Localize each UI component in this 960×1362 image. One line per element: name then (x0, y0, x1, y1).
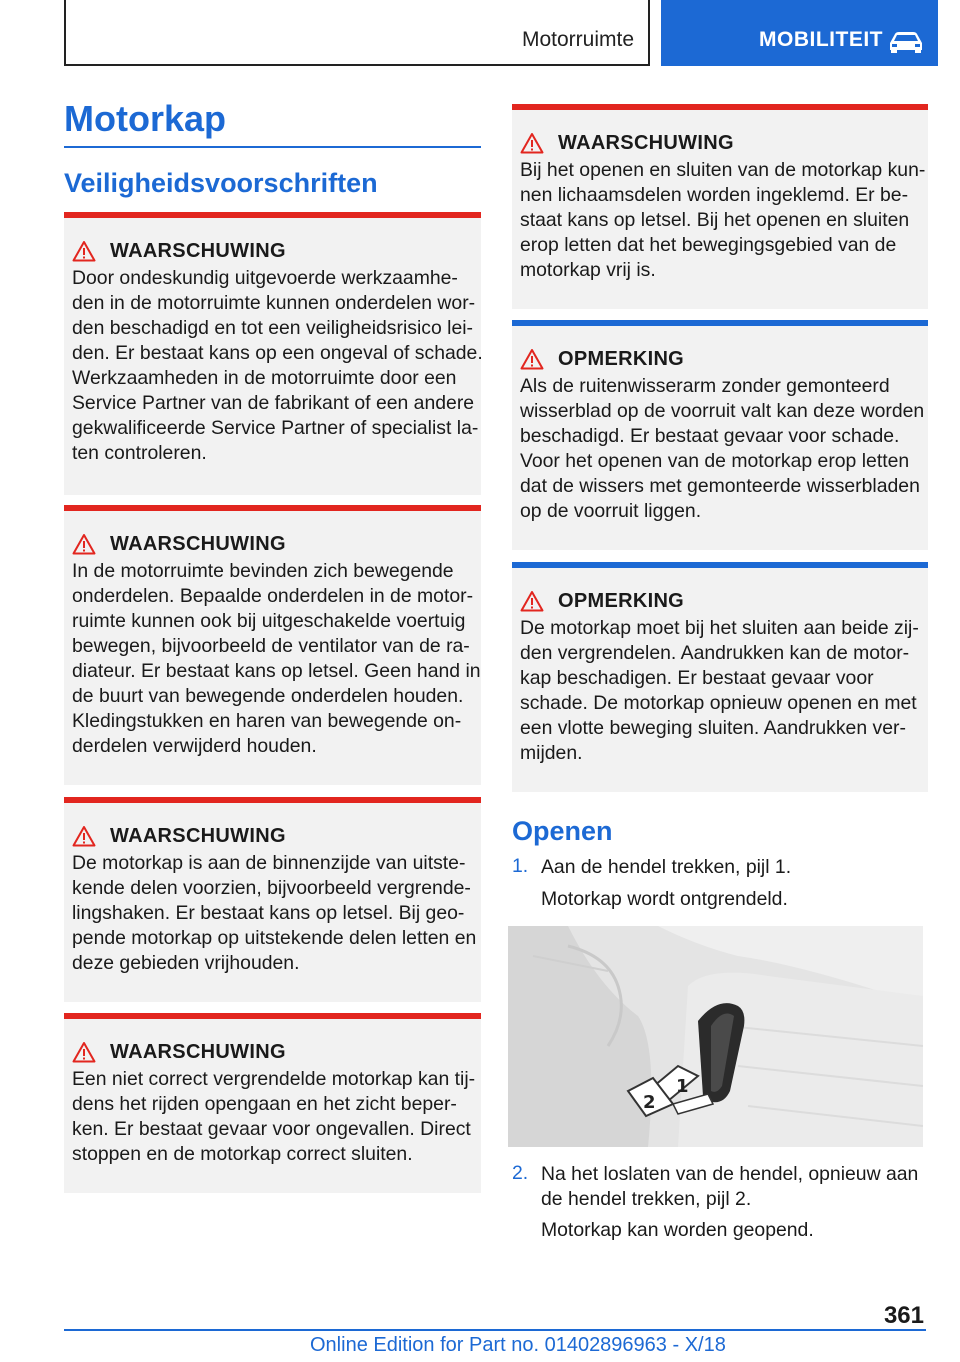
footer-edition: Online Edition for Part no. 01402896963 - X/18 (310, 1334, 726, 1356)
notice-line: pende motorkap op uitstekende delen letten en (72, 927, 477, 949)
notice-line: wisserblad op de voorruit valt kan deze worden (520, 400, 925, 422)
notice-line: deze gebieden vrijhouden. (72, 952, 300, 974)
notice-line: Door ondeskundig uitgevoerde werkzaamhe- (72, 267, 458, 289)
notice-line: Voor het openen van de motorkap erop letten (520, 450, 910, 472)
notice-line: de buurt van bewegende onderdelen houden. (72, 685, 464, 707)
notice-label: OPMERKING (558, 589, 685, 612)
notice-line: een vlotte beweging sluiten. Aandrukken ver- (520, 717, 906, 739)
warning-triangle-icon (72, 240, 96, 262)
warning-triangle-icon (520, 590, 544, 612)
warning-box (64, 1013, 481, 1193)
notice-line: kap beschadigen. Er bestaat gevaar voor (520, 667, 874, 689)
notice-line: dens het rijden opengaan en het zicht beper- (72, 1093, 457, 1115)
notice-line: ten controleren. (72, 442, 207, 464)
header-section-tab (64, 0, 650, 66)
notice-line: den in de motorruimte kunnen onderdelen wor- (72, 292, 476, 314)
notice-line: beschadigd. Er bestaat gevaar voor schade. (520, 425, 900, 447)
notice-line: De motorkap is aan de binnenzijde van uitste- (72, 852, 466, 874)
notice-line: ruimte kunnen ook bij uitgeschakelde voertuig (72, 610, 466, 632)
header-chapter-title: MOBILITEIT (759, 28, 883, 51)
notice-line: erop letten dat het bewegingsgebied van de (520, 234, 897, 256)
step-line: de hendel trekken, pijl 2. (541, 1188, 752, 1210)
notice-line: Bij het openen en sluiten van de motorkap kun- (520, 159, 926, 181)
notice-label: WAARSCHUWING (110, 824, 286, 847)
notice-label: WAARSCHUWING (110, 532, 286, 555)
step-number: 2. (512, 1162, 529, 1184)
step-result: Motorkap wordt ontgrendeld. (541, 888, 788, 910)
notice-line: gekwalificeerde Service Partner of specialist la- (72, 417, 479, 439)
notice-label: OPMERKING (558, 347, 685, 370)
notice-line: den. Er bestaat kans op een ongeval of schade. (72, 342, 483, 364)
header-section-title: Motorruimte (521, 28, 634, 51)
section-heading-openen: Openen (512, 816, 613, 846)
notice-line: derdelen verwijderd houden. (72, 735, 317, 757)
notice-line: Werkzaamheden in de motorruimte door een (72, 367, 457, 389)
notice-line: diateur. Er bestaat kans op letsel. Geen hand in (72, 660, 481, 682)
notice-line: den beschadigd en tot een veiligheidsrisico lei- (72, 317, 473, 339)
notice-line: Een niet correct vergrendelde motorkap kan tij- (72, 1068, 476, 1090)
notice-line: schade. De motorkap opnieuw openen en met (520, 692, 917, 714)
notice-line: onderdelen. Bepaalde onderdelen in de motor- (72, 585, 474, 607)
notice-line: De motorkap moet bij het sluiten aan beide zij- (520, 617, 919, 639)
notice-line: In de motorruimte bevinden zich bewegende (72, 560, 454, 582)
notice-line: mijden. (520, 742, 583, 764)
arrow-label: 1 (676, 1076, 689, 1097)
arrow-label: 2 (643, 1092, 656, 1113)
footer-rule (64, 1329, 926, 1331)
notice-line: lingshaken. Er bestaat kans op letsel. Bij geo- (72, 902, 465, 924)
step-number: 1. (512, 855, 529, 877)
notice-label: WAARSCHUWING (558, 131, 734, 154)
hood-release-illustration (508, 926, 923, 1147)
note-box (512, 320, 928, 550)
notice-line: op de voorruit liggen. (520, 500, 702, 522)
step-result: Motorkap kan worden geopend. (541, 1219, 814, 1241)
step-line: Aan de hendel trekken, pijl 1. (541, 856, 792, 878)
warning-triangle-icon (72, 533, 96, 555)
hood-release-lever-photo (508, 926, 923, 1147)
notice-line: Kledingstukken en haren van bewegende on- (72, 710, 462, 732)
notice-line: nen lichaamsdelen worden ingeklemd. Er be- (520, 184, 909, 206)
notice-line: Als de ruitenwisserarm zonder gemonteerd (520, 375, 890, 397)
notice-line: dat de wissers met gemonteerde wisserbladen (520, 475, 920, 497)
notice-line: Service Partner van de fabrikant of een andere (72, 392, 475, 414)
notice-line: den vergrendelen. Aandrukken kan de motor- (520, 642, 910, 664)
notice-line: staat kans op letsel. Bij het openen en sluiten (520, 209, 910, 231)
warning-triangle-icon (520, 348, 544, 370)
page-title: Motorkap (64, 98, 226, 139)
section-heading: Veiligheidsvoorschriften (64, 168, 378, 198)
notice-line: kende delen voorzien, bijvoorbeeld vergrende- (72, 877, 471, 899)
warning-box (64, 505, 481, 785)
notice-line: motorkap vrij is. (520, 259, 656, 281)
notice-line: stoppen en de motorkap correct sluiten. (72, 1143, 413, 1165)
notice-label: WAARSCHUWING (110, 1040, 286, 1063)
warning-box (64, 797, 481, 1002)
notice-line: ken. Er bestaat gevaar voor ongevallen. Direct (72, 1118, 471, 1140)
page-number: 361 (883, 1302, 924, 1329)
warning-box (512, 104, 928, 309)
step-line: Na het loslaten van de hendel, opnieuw aan (541, 1163, 919, 1185)
warning-box (64, 212, 481, 495)
car-icon (887, 30, 925, 54)
warning-triangle-icon (520, 132, 544, 154)
title-rule (64, 146, 481, 148)
notice-line: bewegen, bijvoorbeeld de ventilator van de ra- (72, 635, 470, 657)
note-box (512, 562, 928, 792)
warning-triangle-icon (72, 1041, 96, 1063)
header-chapter-tab (661, 0, 938, 66)
notice-label: WAARSCHUWING (110, 239, 286, 262)
step-instruction (541, 1162, 918, 1212)
warning-triangle-icon (72, 825, 96, 847)
step-instruction (541, 855, 791, 880)
